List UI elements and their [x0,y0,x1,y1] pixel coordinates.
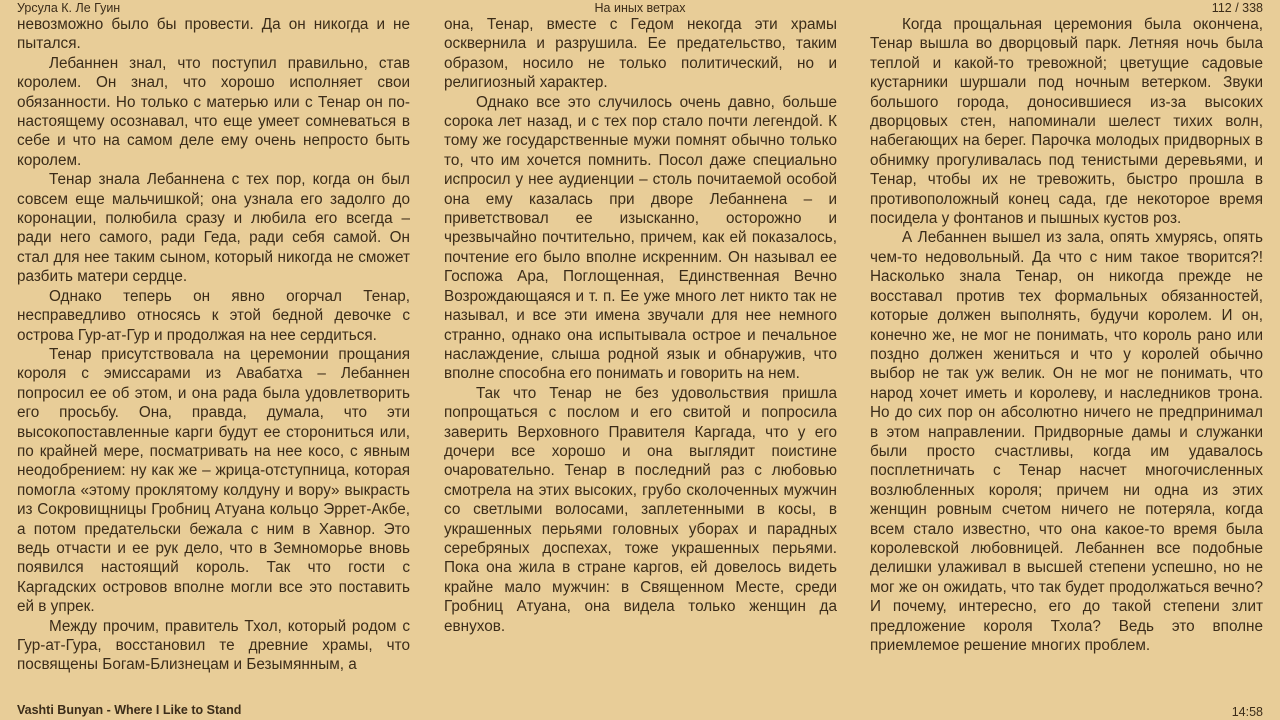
paragraph: невозможно было бы провести. Да он никогда и не пытался. [17,16,410,53]
page-column-2[interactable] [444,15,837,636]
paragraph: Лебаннен знал, что поступил правильно, став королем. Он знал, что хорошо исполняет свои обязанности. Но только с матерью или с Тенар он по-настоящему осознавал, что еще умеет сомневаться в себе и что на самом деле ему очень непросто быть королем. [17,54,410,169]
paragraph: она, Тенар, вместе с Гедом некогда эти храмы осквернила и разрушила. Ее предательство, таким образом, носило не только политический, но и религиозный характер. [444,16,837,92]
paragraph: А Лебаннен вышел из зала, опять хмурясь, опять чем-то недовольный. Да что с ним такое творится?! Насколько знала Тенар, он никогда прежде не восставал против тех формальных обязанностей, которые должен выполнять, будучи королем. И он, конечно же, не мог не понимать, что король рано или поздно должен жениться и что у королей обычно выбор не так уж велик. Он не мог не понимать, что народ хочет иметь и королеву, и наследников трона. Но до сих пор он абсолютно ничего не предпринимал в этом направлении. Придворные дамы и служанки были просто счастливы, когда им удавалось посплетничать с Тенар насчет многочисленных возлюбленных короля; причем ни одна из этих женщин ровным счетом ничего не потеряла, когда всем стало известно, что она какое-то время была королевской любовницей. Лебаннен все подобные делишки улаживал в высшей степени успешно, но не мог же он ожидать, что так будет продолжаться вечно? И почему, интересно, его до такой степени злит предложение короля Тхола? Ведь это вполне приемлемое решение многих проблем. [870,229,1263,654]
book-author: Урсула К. Ле Гуин [17,1,121,15]
page-column-1[interactable] [17,15,410,675]
reader-footer [0,702,1280,720]
paragraph: Однако все это случилось очень давно, больше сорока лет назад, и с тех пор стало почти легендой. К тому же государственные мужи помнят обычно только то, что им хочется помнить. Посол даже специально испросил у нее аудиенции – столь почитаемой особой она ему казалась при дворе Лебаннена – и приветствовал ее изысканно, осторожно и чрезвычайно почтительно, причем, как ей показалось, почтение его было вполне искренним. Он называл ее Госпожа Ара, Поглощенная, Единственная Вечно Возрождающаяся и т. п. Ее уже много лет никто так не называл, и все эти имена звучали для нее немного странно, однако она испытывала острое и печальное наслаждение, слыша родной язык и обнаружив, что вполне способна его понимать и говорить на нем. [444,93,837,383]
page-indicator[interactable]: 112 / 338 [1211,1,1263,15]
paragraph: Между прочим, правитель Тхол, который родом с Гур-ат-Гура, восстановил те древние храмы, что посвящены Богам-Близнецам и Безымянным, а [17,617,410,674]
book-title: На иных ветрах [594,1,686,15]
page-column-3[interactable] [870,15,1263,655]
paragraph: Тенар присутствовала на церемонии прощания короля с эмиссарами из Авабатха – Лебаннен попросил ее об этом, и она рада была удовлетворить его просьбу. Она, правда, думала, что эти высокопоставленные карги будут ее сторониться или, по крайней мере, посматривать на нее косо, с явным неодобрением: ну как же – жрица-отступница, которая помогла «этому проклятому колдуну и вору» выкрасть из Сокровищницы Гробниц Атуана кольцо Эррет-Акбе, а потом предательски бежала с ним в Хавнор. Это ведь отчасти и ее рук дело, что в Земноморье вновь появился настоящий король. Так что гости с Каргадских островов вполне могли все это поставить ей в упрек. [17,345,410,616]
paragraph: Однако теперь он явно огорчал Тенар, несправедливо относясь к этой бедной девочке с острова Гур-ат-Гур и продолжая на нее сердиться. [17,287,410,344]
paragraph: Тенар знала Лебаннена с тех пор, когда он был совсем еще мальчишкой; она узнала его задолго до коронации, полюбила сразу и любила его всегда – ради него самого, ради Геда, ради себя самой. Он стал для нее таким сыном, который никогда не сможет разбить матери сердце. [17,171,410,286]
now-playing-track[interactable]: Vashti Bunyan - Where I Like to Stand [17,703,242,717]
paragraph: Когда прощальная церемония была окончена, Тенар вышла во дворцовый парк. Летняя ночь была теплой и какой-то тревожной; цветущие садовые кустарники шуршали под ночным ветерком. Звуки большого города, доносившиеся из-за высоких дворцовых стен, напоминали шелест тихих волн, набегающих на берег. Парочка молодых придворных в обнимку прогуливалась под тенистыми деревьями, и Тенар, чтобы их не тревожить, быстро прошла в противоположный конец сада, где некоторое время посидела у фонтанов и пышных кустов роз. [870,16,1263,228]
clock: 14:58 [1231,705,1263,719]
paragraph: Так что Тенар не без удовольствия пришла попрощаться с послом и его свитой и попросила заверить Верховного Правителя Каргада, что у его дочери все хорошо и она выглядит поистине очаровательно. Тенар в последний раз с любовью смотрела на этих высоких, грубо сколоченных мужчин со светлыми волосами, заплетенными в косы, в украшенных перьями головных уборах и парадных серебряных доспехах, тоже украшенных перьями. Пока она жила в стране каргов, ей довелось видеть крайне мало мужчин: в Священном Месте, среди Гробниц Атуана, она видела только женщин да евнухов. [444,384,837,635]
